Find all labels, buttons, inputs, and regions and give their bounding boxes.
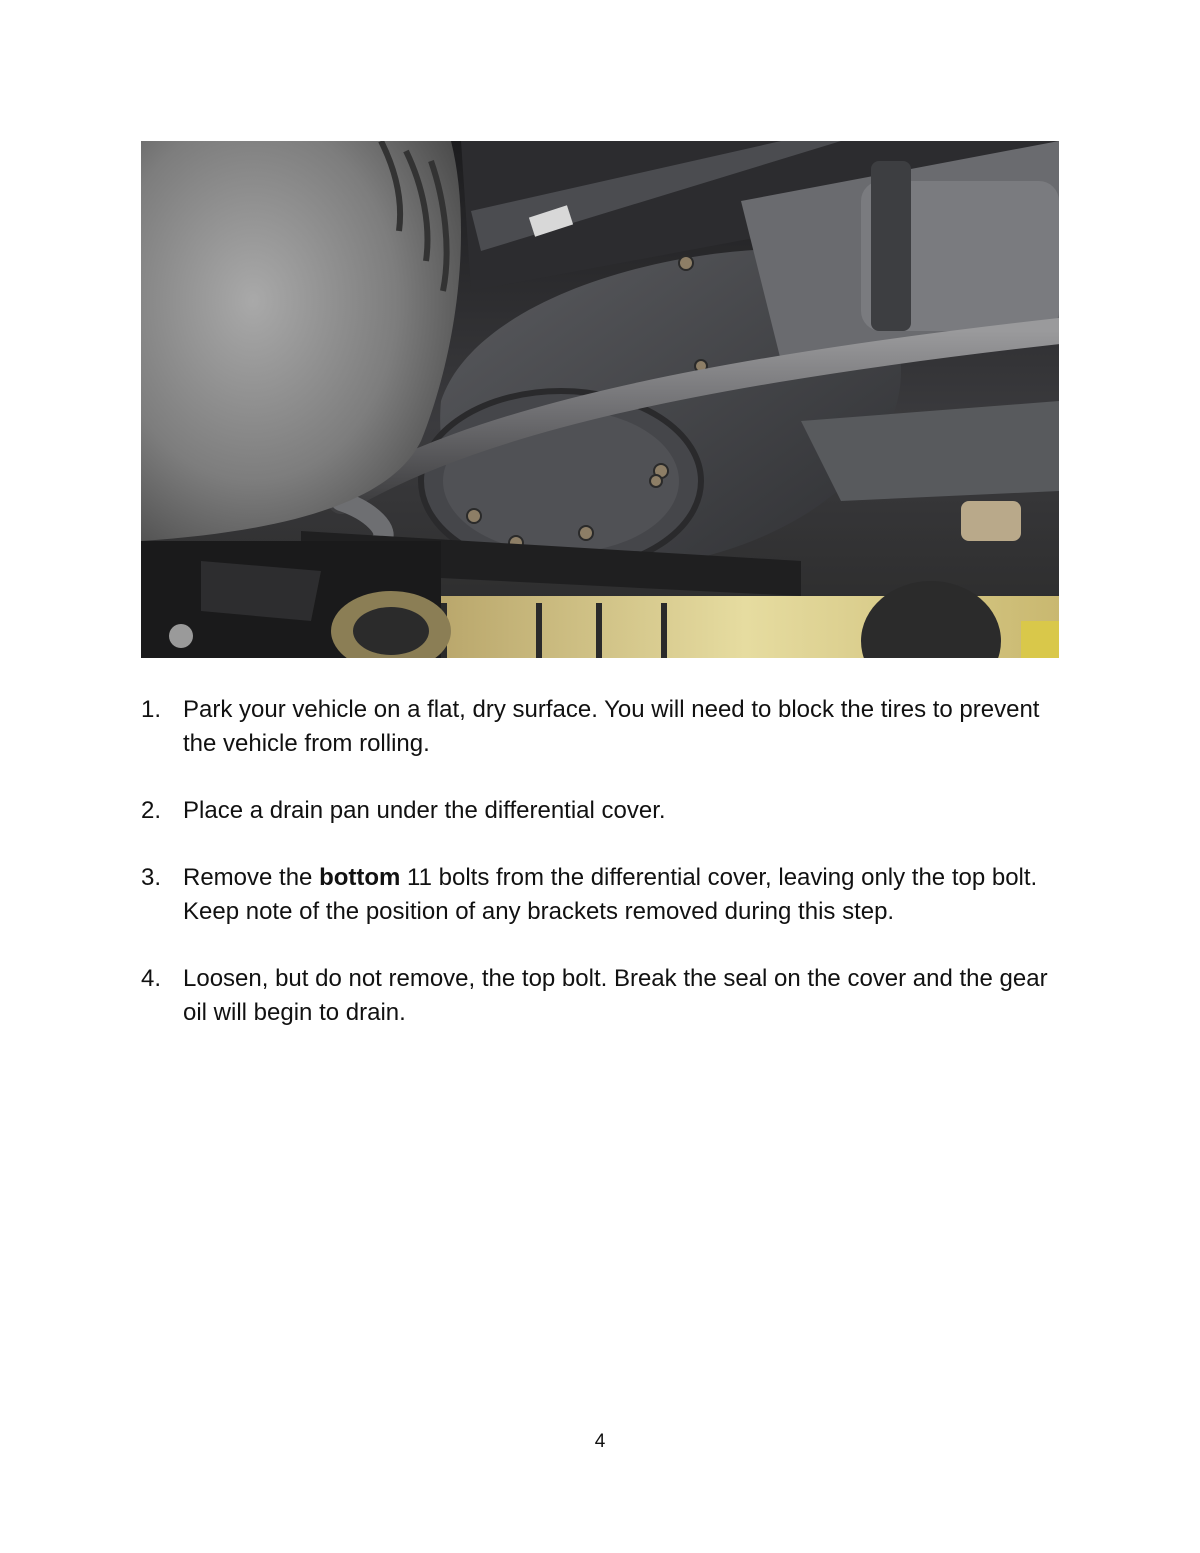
step-text-bold: bottom: [319, 864, 401, 891]
list-item: [141, 693, 1061, 761]
step-text: [183, 861, 1061, 929]
step-number: 1.: [141, 696, 162, 723]
list-item: [141, 962, 1061, 1030]
step-number: 4.: [141, 965, 162, 992]
list-item: [141, 861, 1061, 929]
step-number: 2.: [141, 797, 162, 824]
list-item: [141, 794, 1061, 828]
step-text: Park your vehicle on a flat, dry surface. You will need to block the tires to prevent the vehicle from rolling.: [183, 696, 1040, 757]
page-number: 4: [594, 1431, 606, 1452]
step-text: Place a drain pan under the differential cover.: [183, 797, 666, 824]
step-text: Loosen, but do not remove, the top bolt. Break the seal on the cover and the gear oil will begin to drain.: [183, 965, 1048, 1026]
step-text-before: Remove the: [183, 864, 320, 891]
instruction-steps: [141, 693, 1061, 1063]
step-number: 3.: [141, 864, 162, 891]
step-text-after: 11 bolts from the differential cover, leaving only the top bolt. Keep note of the position of any brackets removed during this step.: [183, 864, 1038, 925]
differential-photo: [141, 141, 1059, 658]
